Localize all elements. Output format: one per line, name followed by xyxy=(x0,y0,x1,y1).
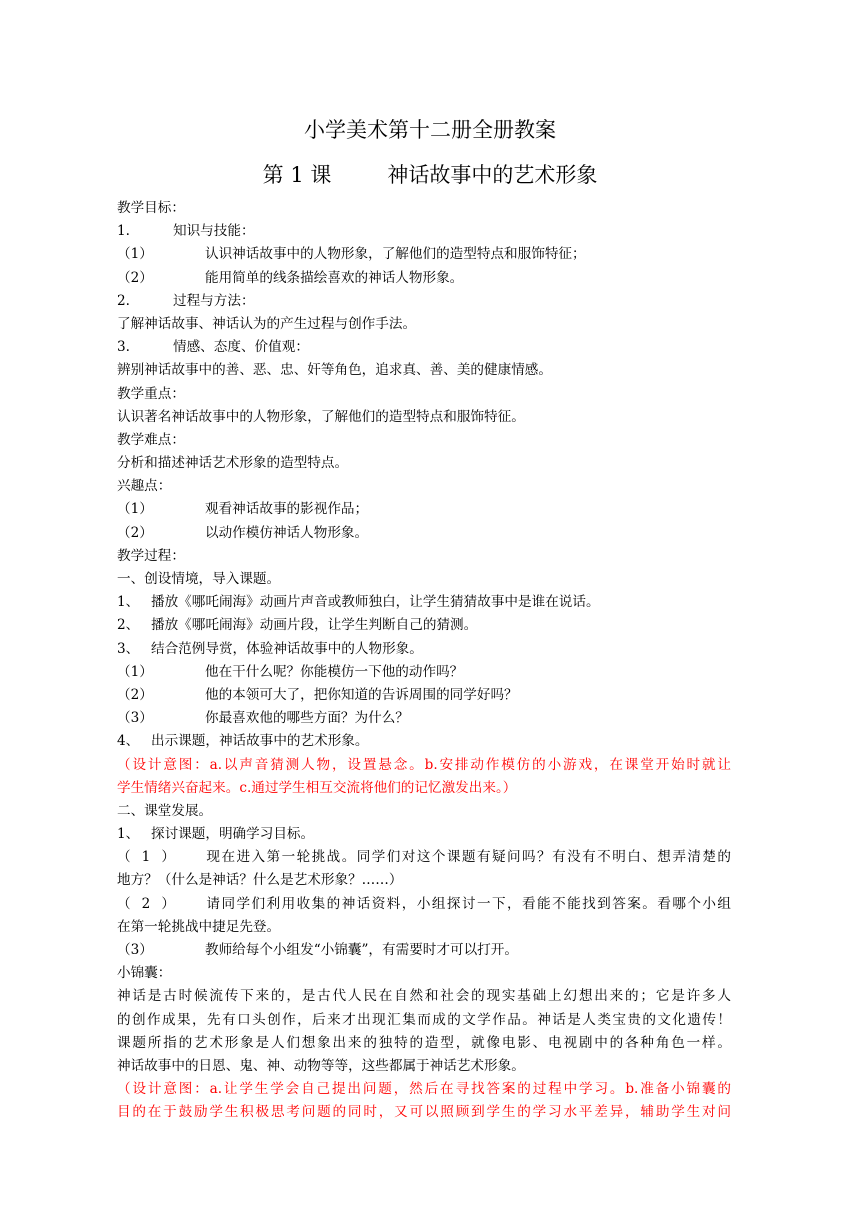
item-marker: 3. xyxy=(117,339,130,356)
body-line xyxy=(117,846,731,869)
line-text: 出示课题，神话故事中的艺术形象。 xyxy=(151,733,369,750)
line-text: 以动作模仿神话人物形象。 xyxy=(205,524,369,541)
body-line xyxy=(117,290,731,313)
item-marker: 1. xyxy=(117,223,130,240)
body-line xyxy=(117,916,731,939)
lesson-name: 神话故事中的艺术形象 xyxy=(387,163,598,187)
design-intent-line xyxy=(117,777,731,800)
line-text: 在第一轮挑战中捷足先登。 xyxy=(117,918,281,935)
line-text: 结合范例导赏，体验神话故事中的人物形象。 xyxy=(151,640,423,657)
design-intent-line xyxy=(117,754,731,777)
body-line xyxy=(117,893,731,916)
document-body xyxy=(117,197,731,1125)
item-marker: （3） xyxy=(117,942,153,958)
body-line xyxy=(117,823,731,846)
item-marker: （2） xyxy=(117,895,175,912)
item-marker: （2） xyxy=(117,269,153,286)
line-text: 播放《哪吒闹海》动画片声音或教师独白，让学生猜猜故事中是谁在说话。 xyxy=(151,594,600,611)
line-text: 知识与技能： xyxy=(173,223,255,240)
design-intent-line xyxy=(117,1101,731,1124)
item-marker: 4、 xyxy=(117,733,140,750)
item-marker: 2、 xyxy=(117,617,140,634)
line-text: 他在干什么呢？你能模仿一下他的动作吗？ xyxy=(205,663,464,680)
line-text: 认识神话故事中的人物形象，了解他们的造型特点和服饰特征； xyxy=(205,246,586,263)
item-marker: （1） xyxy=(117,246,153,263)
item-marker: （2） xyxy=(117,524,153,541)
item-marker: （1） xyxy=(117,663,153,680)
line-text: （设计意图：a.以声音猜测人物，设置悬念。b.安排动作模仿的小游戏，在课堂开始时就让 xyxy=(117,756,731,773)
body-line xyxy=(117,522,731,545)
line-text: 教学过程： xyxy=(117,547,185,564)
line-text: 兴趣点： xyxy=(117,478,172,495)
item-marker: 2. xyxy=(117,292,130,309)
body-line xyxy=(117,313,731,336)
body-line xyxy=(117,475,731,498)
body-line xyxy=(117,359,731,382)
line-text: 的创作成果，先有口头创作，后来才出现汇集而成的文学作品。神话是人类宝贵的文化遗传！ xyxy=(117,1011,731,1028)
line-text: 能用简单的线条描绘喜欢的神话人物形象。 xyxy=(205,269,464,286)
body-line xyxy=(117,638,731,661)
item-marker: 3、 xyxy=(117,640,140,657)
body-line xyxy=(117,336,731,359)
line-text: 目的在于鼓励学生积极思考问题的同时，又可以照顾到学生的学习水平差异，辅助学生对问 xyxy=(117,1104,731,1121)
line-text: 过程与方法： xyxy=(173,292,255,309)
line-text: 教学重点： xyxy=(117,385,185,402)
body-line xyxy=(117,591,731,614)
line-text: 教学目标： xyxy=(117,200,185,216)
body-line xyxy=(117,707,731,730)
line-text: 探讨课题，明确学习目标。 xyxy=(151,826,315,843)
body-line xyxy=(117,614,731,637)
line-text: 了解神话故事、神话认为的产生过程与创作手法。 xyxy=(117,315,417,332)
body-line xyxy=(117,684,731,707)
document-title: 小学美术第十二册全册教案 xyxy=(304,118,556,142)
body-line xyxy=(117,568,731,591)
line-text: 辨别神话故事中的善、恶、忠、奸等角色，追求真、善、美的健康情感。 xyxy=(117,362,552,379)
body-line xyxy=(117,220,731,243)
line-text: 课题所指的艺术形象是人们想象出来的独特的造型，就像电影、电视剧中的各种角色一样。 xyxy=(117,1034,731,1051)
line-text: 你最喜欢他的哪些方面？为什么？ xyxy=(205,710,409,727)
line-text: 播放《哪吒闹海》动画片段，让学生判断自己的猜测。 xyxy=(151,617,478,634)
item-marker: 1、 xyxy=(117,826,140,843)
design-intent-line xyxy=(117,1078,731,1101)
body-line xyxy=(117,869,731,892)
body-line xyxy=(117,800,731,823)
line-text: 神话故事中的日恩、鬼、神、动物等等，这些都属于神话艺术形象。 xyxy=(117,1057,525,1074)
item-marker: 1、 xyxy=(117,594,140,611)
item-marker: （3） xyxy=(117,710,153,727)
item-marker: （2） xyxy=(117,686,153,703)
lesson-number: 第 1 课 xyxy=(262,163,332,187)
body-line xyxy=(117,1032,731,1055)
body-line xyxy=(117,985,731,1008)
line-text: 请同学们利用收集的神话资料，小组探讨一下，看能不能找到答案。看哪个小组 xyxy=(205,895,731,912)
body-line xyxy=(117,1055,731,1078)
body-line xyxy=(117,197,731,220)
body-line xyxy=(117,730,731,753)
body-line xyxy=(117,429,731,452)
body-line xyxy=(117,498,731,521)
item-marker: （1） xyxy=(117,849,175,866)
line-text: 一、创设情境，导入课题。 xyxy=(117,571,281,587)
line-text: 情感、态度、价值观： xyxy=(173,339,309,356)
line-text: 认识著名神话故事中的人物形象，了解他们的造型特点和服饰特征。 xyxy=(117,408,525,425)
line-text: 他的本领可大了，把你知道的告诉周围的同学好吗？ xyxy=(205,686,518,703)
line-text: 二、课堂发展。 xyxy=(117,802,213,819)
lesson-heading xyxy=(0,162,860,188)
line-text: 神话是古时候流传下来的，是古代人民在自然和社会的现实基础上幻想出来的；它是许多人 xyxy=(117,988,731,1005)
body-line xyxy=(117,452,731,475)
line-text: 观看神话故事的影视作品； xyxy=(205,501,369,518)
body-line xyxy=(117,939,731,962)
body-line xyxy=(117,383,731,406)
body-line xyxy=(117,661,731,684)
body-line xyxy=(117,406,731,429)
line-text: 地方？（什么是神话？什么是艺术形象？……） xyxy=(117,872,403,889)
line-text: 教学难点： xyxy=(117,431,185,448)
body-line xyxy=(117,545,731,568)
line-text: 教师给每个小组发“小锦囊”，有需要时才可以打开。 xyxy=(205,942,518,958)
body-line xyxy=(117,1009,731,1032)
item-marker: （1） xyxy=(117,501,153,518)
line-text: 小锦囊： xyxy=(117,965,172,982)
body-line xyxy=(117,962,731,985)
line-text: （设计意图：a.让学生学会自己提出问题，然后在寻找答案的过程中学习。b.准备小锦囊的 xyxy=(117,1081,731,1098)
body-line xyxy=(117,243,731,266)
body-line xyxy=(117,267,731,290)
line-text: 分析和描述神话艺术形象的造型特点。 xyxy=(117,455,349,472)
line-text: 学生情绪兴奋起来。c.通过学生相互交流将他们的记忆激发出来。） xyxy=(117,779,517,796)
line-text: 现在进入第一轮挑战。同学们对这个课题有疑问吗？有没有不明白、想弄清楚的 xyxy=(205,849,731,866)
